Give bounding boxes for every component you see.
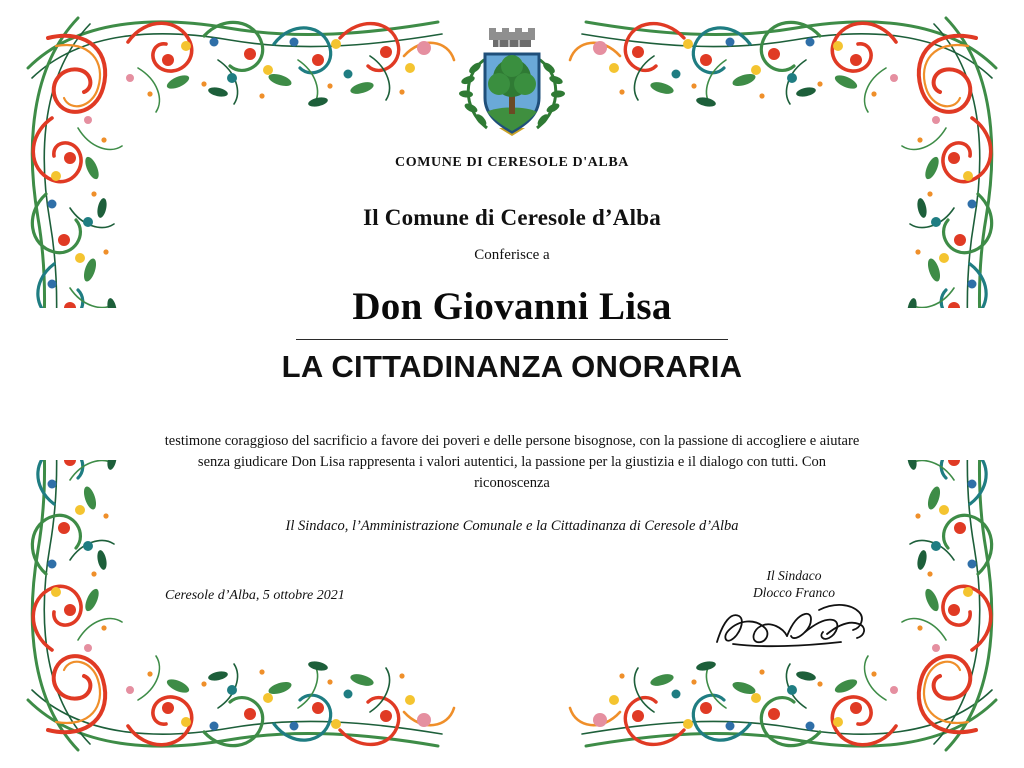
crest-area: [0, 24, 1024, 171]
signature-title: Il Sindaco: [766, 568, 822, 583]
place-date: Ceresole d’Alba, 5 ottobre 2021: [165, 588, 345, 603]
divider: [296, 339, 728, 340]
signature-block: [704, 568, 884, 659]
certificate-body: [0, 205, 1024, 535]
header-line: Il Comune di Ceresole d’Alba: [363, 205, 661, 230]
award-title: LA CITTADINANZA ONORARIA: [281, 349, 743, 384]
citation-text: testimone coraggioso del sacrificio a favore dei poveri e delle persone bisognose, con la passione di accogliere e aiutare senza giudicare Don Lisa rappresenta i valori autentici, la passione per la giustizia e il dialogo con tutti. Con riconoscenza: [164, 433, 860, 492]
signature-icon: [704, 598, 884, 659]
honoree-name: Don Giovanni Lisa: [352, 285, 672, 328]
signature-name: Dlocco Franco: [752, 584, 836, 600]
conferisce-line: Conferisce a: [474, 247, 550, 263]
signatories-line: Il Sindaco, l’Amministrazione Comunale e la Cittadinanza di Ceresole d’Alba: [285, 518, 739, 535]
coat-of-arms-icon: [427, 24, 597, 149]
comune-caption: COMUNE DI CERESOLE D'ALBA: [395, 155, 629, 170]
